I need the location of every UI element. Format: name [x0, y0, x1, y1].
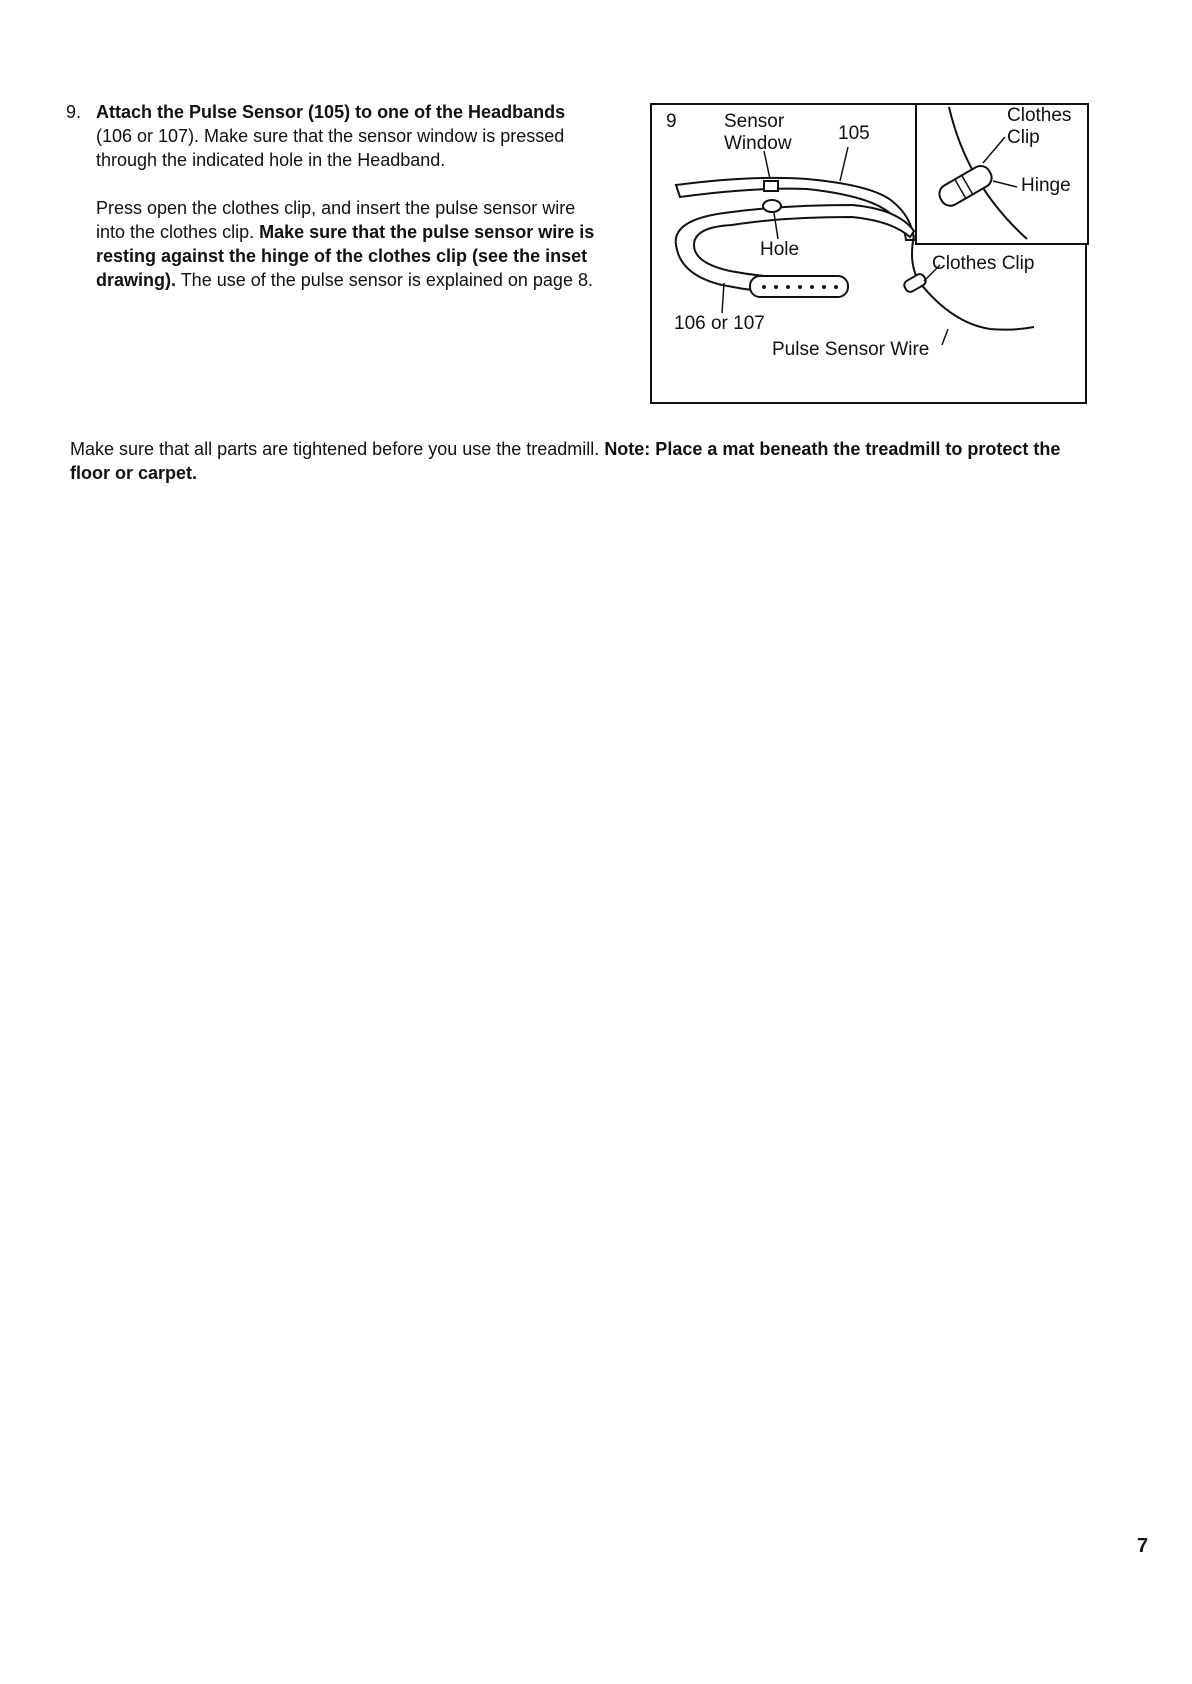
tighten-note-text: Make sure that all parts are tightened before you use the treadmill. [70, 439, 600, 459]
step-lead-bold: Attach the Pulse Sensor (105) to one of the Headbands [96, 102, 566, 122]
tighten-note [70, 437, 1090, 485]
figure-number: 9 [666, 111, 677, 132]
sensor-window-label: Sensor Window [724, 111, 792, 154]
clothes-clip-label: Clothes Clip [932, 253, 1035, 274]
parts-106-107-label: 106 or 107 [674, 313, 765, 334]
mat-note-bold: Note: Place a mat beneath the treadmill to protect the floor or carpet. [70, 439, 1061, 483]
figure-9 [650, 103, 1087, 404]
step-clip-text-end: The use of the pulse sensor is explained on page 8. [180, 270, 593, 290]
step-clip-text: Press open the clothes clip, and insert the pulse sensor wire into the clothes clip. [96, 198, 576, 242]
step-lead-rest: (106 or 107). Make sure that the sensor window is pressed through the indicated hole in the Headband. [96, 126, 565, 170]
page-number: 7 [1137, 1535, 1149, 1557]
inset-hinge-label: Hinge [1021, 175, 1071, 196]
pulse-sensor-wire-label: Pulse Sensor Wire [772, 339, 930, 360]
clothes-clip-shape [902, 272, 927, 293]
step-clip-bold: Make sure that the pulse sensor wire is resting against the hinge of the clothes clip (see the inset drawing). [96, 222, 595, 290]
step-9-instructions [66, 100, 606, 292]
inset-drawing [915, 103, 1089, 245]
step-paragraph-2 [66, 196, 606, 292]
hole-label: Hole [760, 239, 800, 260]
step-number: 9. [66, 102, 82, 122]
part-105-label: 105 [838, 123, 870, 144]
inset-clothes-clip-label: Clothes Clip [1007, 105, 1072, 148]
step-paragraph-1 [66, 100, 606, 172]
